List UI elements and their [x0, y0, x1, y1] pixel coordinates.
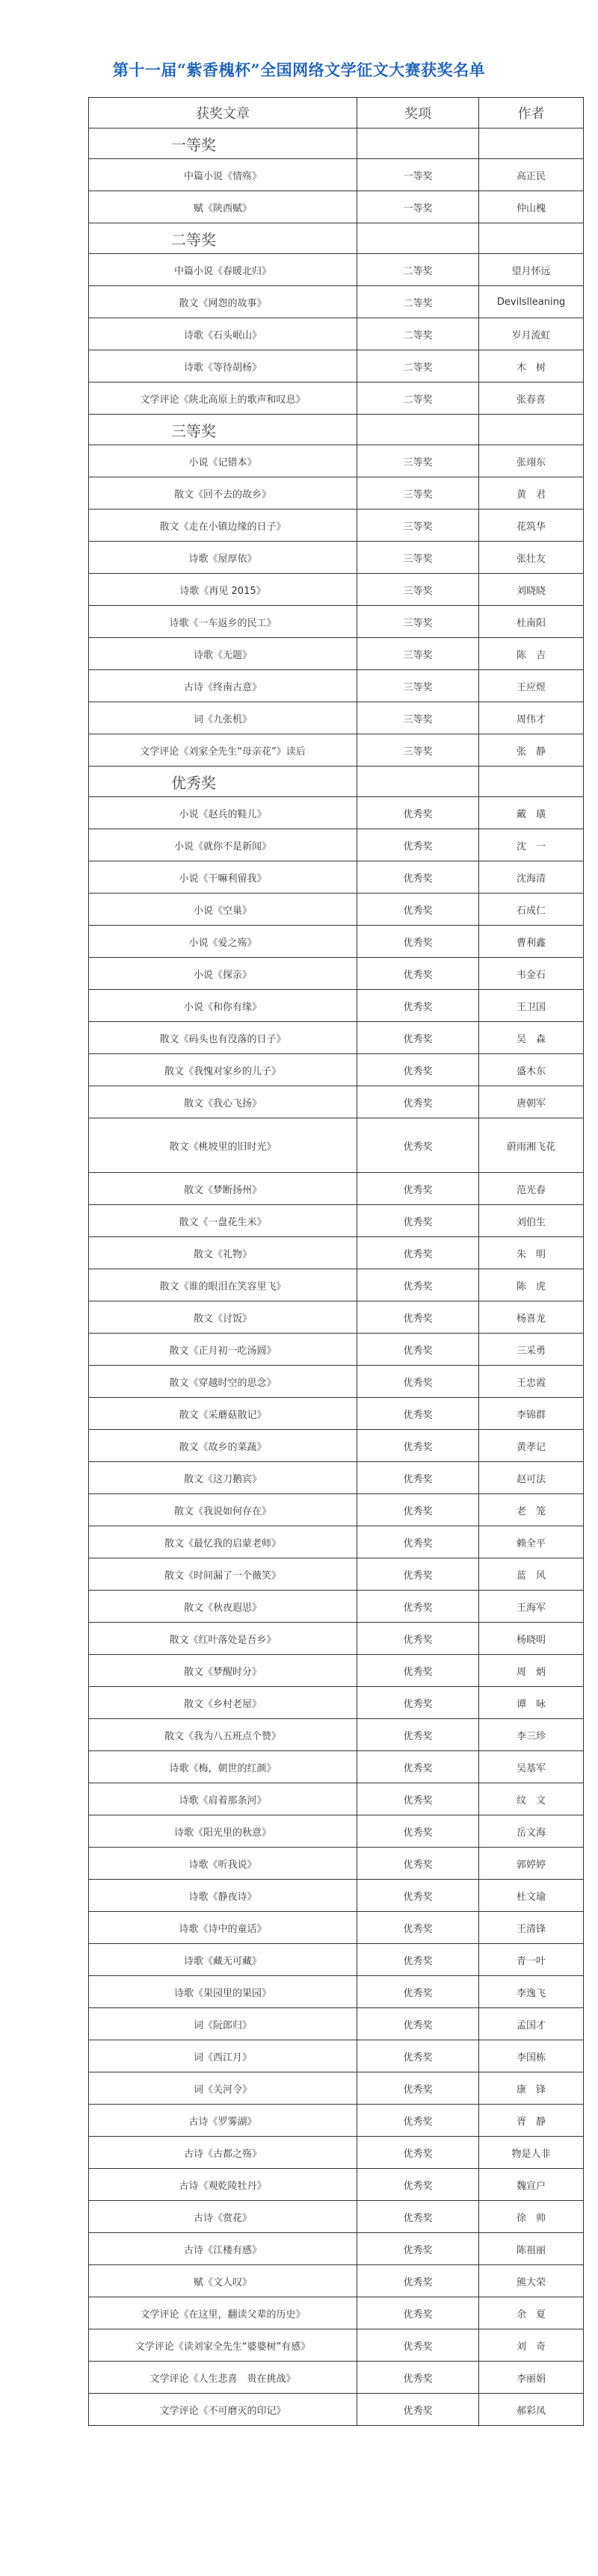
section-row	[89, 129, 584, 159]
table-row	[89, 1623, 584, 1655]
work-title-cell: 散文《回不去的故乡》	[89, 477, 357, 510]
award-level-cell: 优秀奖	[357, 1494, 479, 1526]
author-cell: 曹利鑫	[479, 926, 584, 958]
award-level-cell: 优秀奖	[357, 1623, 479, 1655]
author-cell: 郝彩凤	[479, 2394, 584, 2426]
award-level-cell: 二等奖	[357, 318, 479, 350]
author-cell: 黄孝记	[479, 1430, 584, 1462]
work-title-cell: 小说《赵兵的鞋儿》	[89, 797, 357, 829]
table-row	[89, 734, 584, 767]
author-cell: 魏宣户	[479, 2169, 584, 2201]
award-level-cell: 二等奖	[357, 383, 479, 415]
author-cell: 戴 璜	[479, 797, 584, 829]
author-cell: 周 炳	[479, 1655, 584, 1687]
section-row	[89, 767, 584, 797]
table-row	[89, 1880, 584, 1912]
table-row	[89, 702, 584, 734]
table-row	[89, 670, 584, 702]
author-cell: 岳文海	[479, 1815, 584, 1848]
empty-cell	[357, 767, 479, 797]
work-title-cell: 诗歌《梅，朝世的红颜》	[89, 1751, 357, 1783]
table-row	[89, 159, 584, 191]
author-cell: 陈祖丽	[479, 2233, 584, 2265]
author-cell: 纹 文	[479, 1783, 584, 1815]
author-cell: 蔚雨湘飞花	[479, 1118, 584, 1173]
section-title: 二等奖	[89, 223, 357, 254]
table-row	[89, 2040, 584, 2072]
author-cell: 张壮友	[479, 542, 584, 574]
work-title-cell: 散文《这刀鹅宾》	[89, 1462, 357, 1494]
work-title-cell: 散文《桃坡里的旧时光》	[89, 1118, 357, 1173]
award-level-cell: 优秀奖	[357, 1912, 479, 1944]
award-level-cell: 优秀奖	[357, 1269, 479, 1301]
award-level-cell: 优秀奖	[357, 1430, 479, 1462]
table-row	[89, 1783, 584, 1815]
author-cell: 范光春	[479, 1173, 584, 1205]
work-title-cell: 诗歌《石头岷山》	[89, 318, 357, 350]
award-level-cell: 优秀奖	[357, 990, 479, 1022]
work-title-cell: 诗歌《藏无可藏》	[89, 1944, 357, 1976]
work-title-cell: 古诗《江楼有感》	[89, 2233, 357, 2265]
work-title-cell: 诗歌《肩着那条河》	[89, 1783, 357, 1815]
table-row	[89, 606, 584, 638]
author-cell: 王忠霞	[479, 1366, 584, 1398]
author-cell: 王卫国	[479, 990, 584, 1022]
empty-cell	[479, 767, 584, 797]
author-cell: 张春喜	[479, 383, 584, 415]
work-title-cell: 散文《码头也有没落的日子》	[89, 1022, 357, 1054]
award-level-cell: 优秀奖	[357, 1301, 479, 1334]
work-title-cell: 诗歌《阳光里的秋意》	[89, 1815, 357, 1848]
work-title-cell: 散文《谁的眼泪在笑容里飞》	[89, 1269, 357, 1301]
table-row	[89, 1398, 584, 1430]
author-cell: 赵可法	[479, 1462, 584, 1494]
work-title-cell: 小说《探亲》	[89, 958, 357, 990]
work-title-cell: 散文《我愧对家乡的儿子》	[89, 1054, 357, 1086]
work-title-cell: 文学评论《人生悲喜 贵在挑战》	[89, 2362, 357, 2394]
work-title-cell: 古诗《观乾陵牡丹》	[89, 2169, 357, 2201]
work-title-cell: 小说《空巢》	[89, 894, 357, 926]
work-title-cell: 散文《梦断扬州》	[89, 1173, 357, 1205]
author-cell: 刘 奇	[479, 2329, 584, 2362]
table-row	[89, 1205, 584, 1237]
work-title-cell: 古诗《古都之殇》	[89, 2137, 357, 2169]
author-cell: 蓝 风	[479, 1558, 584, 1591]
table-row	[89, 2265, 584, 2297]
work-title-cell: 小说《干嘛利留我》	[89, 861, 357, 894]
award-level-cell: 优秀奖	[357, 861, 479, 894]
table-row	[89, 1430, 584, 1462]
author-cell: 张 静	[479, 734, 584, 767]
table-row	[89, 1462, 584, 1494]
work-title-cell: 散文《一盘花生米》	[89, 1205, 357, 1237]
work-title-cell: 古诗《罗雾湖》	[89, 2105, 357, 2137]
work-title-cell: 散文《讨饭》	[89, 1301, 357, 1334]
author-cell: 高正民	[479, 159, 584, 191]
table-row	[89, 350, 584, 383]
table-row	[89, 2137, 584, 2169]
work-title-cell: 赋《陕西赋》	[89, 191, 357, 223]
empty-cell	[479, 223, 584, 254]
table-row	[89, 1054, 584, 1086]
author-cell: 木 树	[479, 350, 584, 383]
table-row	[89, 1719, 584, 1751]
author-cell: 李丽娟	[479, 2362, 584, 2394]
award-level-cell: 优秀奖	[357, 1173, 479, 1205]
author-cell: 望月怀远	[479, 254, 584, 286]
table-row	[89, 861, 584, 894]
work-title-cell: 诗歌《无题》	[89, 638, 357, 670]
award-level-cell: 一等奖	[357, 159, 479, 191]
work-title-cell: 词《关河令》	[89, 2072, 357, 2105]
empty-cell	[357, 415, 479, 445]
award-level-cell: 优秀奖	[357, 1022, 479, 1054]
work-title-cell: 散文《时间漏了一个薇笑》	[89, 1558, 357, 1591]
work-title-cell: 文学评论《陕北高原上的歌声和叹息》	[89, 383, 357, 415]
author-cell: 花筑华	[479, 510, 584, 542]
award-level-cell: 优秀奖	[357, 1205, 479, 1237]
award-level-cell: 三等奖	[357, 574, 479, 606]
award-level-cell: 优秀奖	[357, 2394, 479, 2426]
work-title-cell: 散文《网怨的故事》	[89, 286, 357, 318]
work-title-cell: 文学评论《刘家全先生“母亲花”》读后	[89, 734, 357, 767]
author-cell: 徐 帅	[479, 2201, 584, 2233]
table-row	[89, 2105, 584, 2137]
work-title-cell: 词《九张机》	[89, 702, 357, 734]
award-level-cell: 优秀奖	[357, 1054, 479, 1086]
author-cell: 盛木东	[479, 1054, 584, 1086]
table-row	[89, 1173, 584, 1205]
award-level-cell: 优秀奖	[357, 1591, 479, 1623]
award-level-cell: 二等奖	[357, 254, 479, 286]
author-cell: 沈 一	[479, 829, 584, 861]
award-level-cell: 优秀奖	[357, 2105, 479, 2137]
award-level-cell: 二等奖	[357, 350, 479, 383]
table-row	[89, 1591, 584, 1623]
work-title-cell: 小说《和你有缘》	[89, 990, 357, 1022]
empty-cell	[479, 415, 584, 445]
author-cell: 孟国才	[479, 2008, 584, 2040]
work-title-cell: 小说《就你不是新闻》	[89, 829, 357, 861]
work-title-cell: 散文《乡村老屋》	[89, 1687, 357, 1719]
award-level-cell: 一等奖	[357, 191, 479, 223]
award-level-cell: 优秀奖	[357, 2040, 479, 2072]
table-row	[89, 477, 584, 510]
author-cell: 谭 咏	[479, 1687, 584, 1719]
work-title-cell: 散文《我说如何存在》	[89, 1494, 357, 1526]
table-row	[89, 1237, 584, 1269]
award-level-cell: 优秀奖	[357, 1526, 479, 1558]
author-cell: 张翊东	[479, 445, 584, 477]
award-level-cell: 优秀奖	[357, 2008, 479, 2040]
author-cell: 物是人非	[479, 2137, 584, 2169]
award-level-cell: 优秀奖	[357, 926, 479, 958]
award-level-cell: 优秀奖	[357, 2265, 479, 2297]
author-cell: 李锦群	[479, 1398, 584, 1430]
work-title-cell: 小说《记错本》	[89, 445, 357, 477]
section-title: 三等奖	[89, 415, 357, 445]
table-row	[89, 445, 584, 477]
award-level-cell: 优秀奖	[357, 1944, 479, 1976]
work-title-cell: 诗歌《诗中的童话》	[89, 1912, 357, 1944]
table-row	[89, 1366, 584, 1398]
work-title-cell: 古诗《终南古意》	[89, 670, 357, 702]
award-level-cell: 优秀奖	[357, 2169, 479, 2201]
table-row	[89, 894, 584, 926]
author-cell: 杜南阳	[479, 606, 584, 638]
table-row	[89, 2362, 584, 2394]
work-title-cell: 散文《穿越时空的思念》	[89, 1366, 357, 1398]
author-cell: 石成仁	[479, 894, 584, 926]
award-level-cell: 优秀奖	[357, 2297, 479, 2329]
author-cell: 黄 君	[479, 477, 584, 510]
work-title-cell: 散文《红叶落处是吾乡》	[89, 1623, 357, 1655]
work-title-cell: 古诗《赏花》	[89, 2201, 357, 2233]
award-level-cell: 优秀奖	[357, 1334, 479, 1366]
award-level-cell: 优秀奖	[357, 2329, 479, 2362]
table-row	[89, 1687, 584, 1719]
table-row	[89, 797, 584, 829]
table-row	[89, 638, 584, 670]
table-row	[89, 1558, 584, 1591]
table-row	[89, 1655, 584, 1687]
award-level-cell: 三等奖	[357, 445, 479, 477]
table-row	[89, 1494, 584, 1526]
table-row	[89, 2072, 584, 2105]
author-cell: 沈海清	[479, 861, 584, 894]
table-row	[89, 958, 584, 990]
table-row	[89, 2201, 584, 2233]
empty-cell	[357, 223, 479, 254]
award-level-cell: 优秀奖	[357, 829, 479, 861]
award-level-cell: 优秀奖	[357, 894, 479, 926]
award-level-cell: 优秀奖	[357, 1118, 479, 1173]
award-level-cell: 三等奖	[357, 477, 479, 510]
table-row	[89, 1848, 584, 1880]
author-cell: 胥 静	[479, 2105, 584, 2137]
award-level-cell: 优秀奖	[357, 1880, 479, 1912]
author-cell: 周伟才	[479, 702, 584, 734]
work-title-cell: 诗歌《果园里的果园》	[89, 1976, 357, 2008]
award-level-cell: 优秀奖	[357, 1655, 479, 1687]
work-title-cell: 文学评论《在这里，翻读父辈的历史》	[89, 2297, 357, 2329]
author-cell: 吴 森	[479, 1022, 584, 1054]
work-title-cell: 散文《正月初一吃汤圆》	[89, 1334, 357, 1366]
table-row	[89, 383, 584, 415]
work-title-cell: 中篇小说《情殇》	[89, 159, 357, 191]
author-cell: 韦金石	[479, 958, 584, 990]
award-level-cell: 优秀奖	[357, 1398, 479, 1430]
header-award: 奖项	[357, 98, 479, 129]
author-cell: 郭婷婷	[479, 1848, 584, 1880]
award-level-cell: 优秀奖	[357, 1366, 479, 1398]
award-level-cell: 优秀奖	[357, 1462, 479, 1494]
work-title-cell: 散文《故乡的菜蔬》	[89, 1430, 357, 1462]
table-row	[89, 2329, 584, 2362]
award-level-cell: 优秀奖	[357, 797, 479, 829]
award-level-cell: 优秀奖	[357, 1237, 479, 1269]
author-cell: 李三珍	[479, 1719, 584, 1751]
work-title-cell: 诗歌《屋厚依》	[89, 542, 357, 574]
work-title-cell: 散文《礼物》	[89, 1237, 357, 1269]
table-row	[89, 1118, 584, 1173]
author-cell: 唐朝军	[479, 1086, 584, 1118]
award-level-cell: 优秀奖	[357, 1815, 479, 1848]
work-title-cell: 诗歌《再见 2015》	[89, 574, 357, 606]
table-row	[89, 1912, 584, 1944]
work-title-cell: 散文《梦醒时分》	[89, 1655, 357, 1687]
award-level-cell: 优秀奖	[357, 2137, 479, 2169]
award-level-cell: 优秀奖	[357, 1976, 479, 2008]
work-title-cell: 诗歌《听我说》	[89, 1848, 357, 1880]
award-level-cell: 二等奖	[357, 286, 479, 318]
work-title-cell: 文学评论《不可磨灭的印记》	[89, 2394, 357, 2426]
table-row	[89, 1815, 584, 1848]
header-author: 作者	[479, 98, 584, 129]
award-level-cell: 优秀奖	[357, 2072, 479, 2105]
award-level-cell: 优秀奖	[357, 1086, 479, 1118]
table-row	[89, 1751, 584, 1783]
author-cell: 杨晓明	[479, 1623, 584, 1655]
table-row	[89, 1269, 584, 1301]
work-title-cell: 散文《我为八五班点个赞》	[89, 1719, 357, 1751]
award-level-cell: 三等奖	[357, 606, 479, 638]
table-row	[89, 574, 584, 606]
table-row	[89, 1086, 584, 1118]
header-work: 获奖文章	[89, 98, 357, 129]
award-list-table	[88, 97, 584, 2426]
award-level-cell: 三等奖	[357, 638, 479, 670]
author-cell: 岁月流虹	[479, 318, 584, 350]
table-row	[89, 318, 584, 350]
section-row	[89, 223, 584, 254]
table-row	[89, 2297, 584, 2329]
author-cell: 陈 吉	[479, 638, 584, 670]
author-cell: 李国栋	[479, 2040, 584, 2072]
author-cell: 青一叶	[479, 1944, 584, 1976]
table-row	[89, 926, 584, 958]
work-title-cell: 中篇小说《春暖北归》	[89, 254, 357, 286]
author-cell: 仲山槐	[479, 191, 584, 223]
work-title-cell: 词《阮郎归》	[89, 2008, 357, 2040]
author-cell: 王清锋	[479, 1912, 584, 1944]
author-cell: 余 夏	[479, 2297, 584, 2329]
award-level-cell: 优秀奖	[357, 1751, 479, 1783]
award-level-cell: 优秀奖	[357, 2233, 479, 2265]
award-level-cell: 优秀奖	[357, 2362, 479, 2394]
table-row	[89, 1334, 584, 1366]
author-cell: 陈 虎	[479, 1269, 584, 1301]
table-row	[89, 829, 584, 861]
table-row	[89, 2233, 584, 2265]
section-title: 优秀奖	[89, 767, 357, 797]
award-level-cell: 三等奖	[357, 670, 479, 702]
award-list-body	[89, 98, 584, 2426]
work-title-cell: 散文《我心飞扬》	[89, 1086, 357, 1118]
award-level-cell: 优秀奖	[357, 1719, 479, 1751]
table-row	[89, 1301, 584, 1334]
author-cell: 王应煜	[479, 670, 584, 702]
work-title-cell: 散文《秋夜遐思》	[89, 1591, 357, 1623]
table-row	[89, 542, 584, 574]
author-cell: Devilslleaning	[479, 286, 584, 318]
section-title: 一等奖	[89, 129, 357, 159]
table-row	[89, 191, 584, 223]
work-title-cell: 诗歌《一车返乡的民工》	[89, 606, 357, 638]
work-title-cell: 文学评论《读刘家全先生“婆婆树”有感》	[89, 2329, 357, 2362]
award-level-cell: 优秀奖	[357, 958, 479, 990]
award-level-cell: 三等奖	[357, 702, 479, 734]
award-level-cell: 优秀奖	[357, 1783, 479, 1815]
header-row	[89, 98, 584, 129]
author-cell: 赖全平	[479, 1526, 584, 1558]
work-title-cell: 散文《采蘑菇散记》	[89, 1398, 357, 1430]
section-row	[89, 415, 584, 445]
award-level-cell: 三等奖	[357, 734, 479, 767]
author-cell: 康 锋	[479, 2072, 584, 2105]
work-title-cell: 诗歌《等待胡杨》	[89, 350, 357, 383]
empty-cell	[357, 129, 479, 159]
award-level-cell: 优秀奖	[357, 1687, 479, 1719]
author-cell: 王海军	[479, 1591, 584, 1623]
award-level-cell: 三等奖	[357, 510, 479, 542]
author-cell: 三采勇	[479, 1334, 584, 1366]
page-title: 第十一届“紫香槐杯”全国网络文学征文大赛获奖名单	[112, 61, 486, 79]
award-level-cell: 优秀奖	[357, 1848, 479, 1880]
empty-cell	[479, 129, 584, 159]
work-title-cell: 散文《最忆我的启蒙老师》	[89, 1526, 357, 1558]
table-row	[89, 254, 584, 286]
author-cell: 熊大荣	[479, 2265, 584, 2297]
table-row	[89, 1944, 584, 1976]
author-cell: 朱 明	[479, 1237, 584, 1269]
table-row	[89, 1526, 584, 1558]
author-cell: 李逸飞	[479, 1976, 584, 2008]
author-cell: 吴基军	[479, 1751, 584, 1783]
table-row	[89, 2169, 584, 2201]
author-cell: 刘伯生	[479, 1205, 584, 1237]
award-level-cell: 三等奖	[357, 542, 479, 574]
author-cell: 刘晓晓	[479, 574, 584, 606]
work-title-cell: 诗歌《静夜诗》	[89, 1880, 357, 1912]
table-row	[89, 1976, 584, 2008]
work-title-cell: 小说《爱之殇》	[89, 926, 357, 958]
author-cell: 老 笼	[479, 1494, 584, 1526]
table-row	[89, 2394, 584, 2426]
table-row	[89, 2008, 584, 2040]
award-level-cell: 优秀奖	[357, 2201, 479, 2233]
table-row	[89, 510, 584, 542]
table-row	[89, 990, 584, 1022]
author-cell: 杨喜龙	[479, 1301, 584, 1334]
author-cell: 杜文瑜	[479, 1880, 584, 1912]
work-title-cell: 赋《文人叹》	[89, 2265, 357, 2297]
table-row	[89, 286, 584, 318]
work-title-cell: 散文《走在小镇边缘的日子》	[89, 510, 357, 542]
work-title-cell: 词《西江月》	[89, 2040, 357, 2072]
table-row	[89, 1022, 584, 1054]
award-level-cell: 优秀奖	[357, 1558, 479, 1591]
